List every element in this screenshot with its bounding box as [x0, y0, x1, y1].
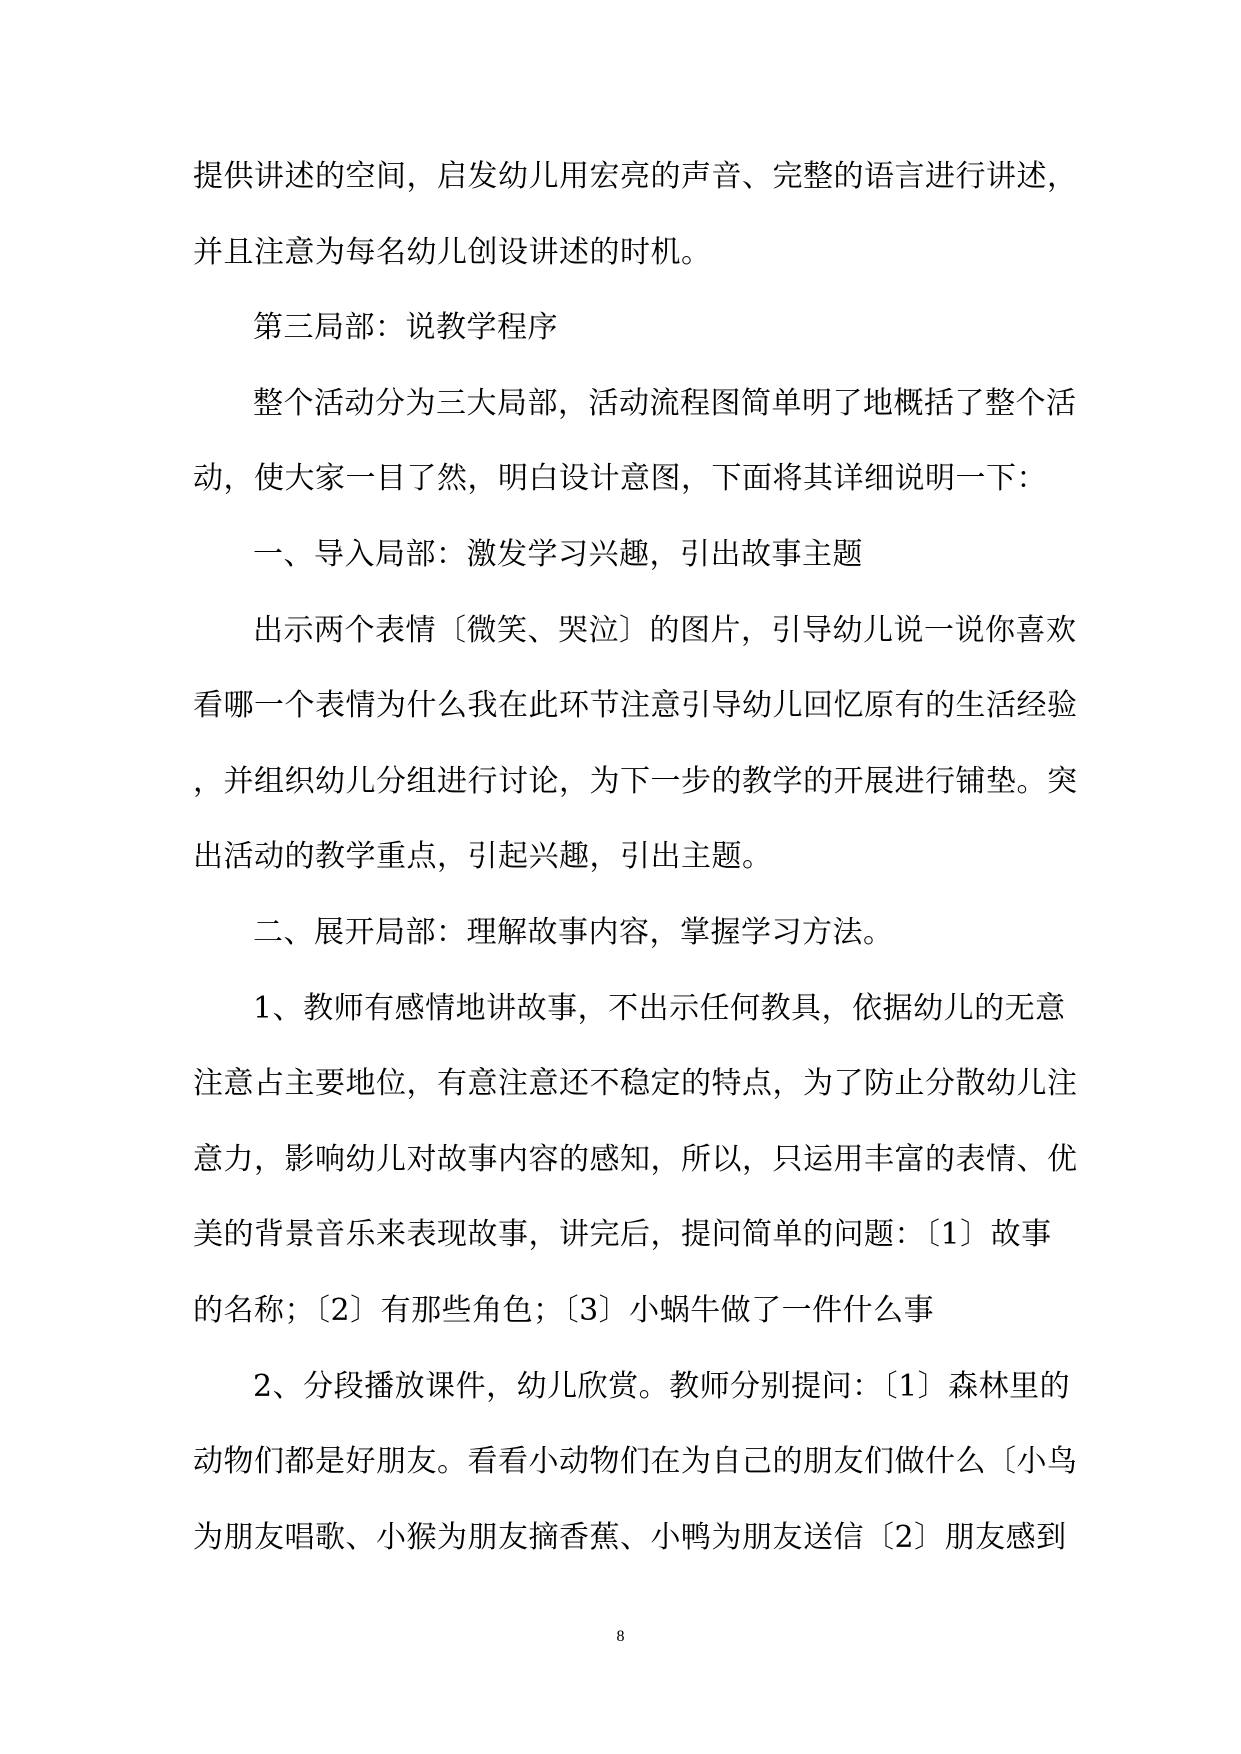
text-line: 注意占主要地位，有意注意还不稳定的特点，为了防止分散幼儿注 — [193, 1066, 1078, 1102]
text-line: 动物们都是好朋友。看看小动物们在为自己的朋友们做什么〔小鸟 — [193, 1444, 1078, 1480]
section-heading: 第三局部：说教学程序 — [253, 310, 558, 346]
text-line: 的名称；〔2〕有那些角色；〔3〕小蜗牛做了一件什么事 — [193, 1292, 935, 1328]
text-line: 2、分段播放课件，幼儿欣赏。教师分别提问：〔1〕森林里的 — [253, 1368, 1071, 1404]
body-text — [193, 150, 1078, 1586]
page-number: 8 — [616, 1628, 625, 1645]
subsection-heading: 一、导入局部：激发学习兴趣，引出故事主题 — [253, 536, 863, 572]
text-line: ，并组织幼儿分组进行讨论，为下一步的教学的开展进行铺垫。突 — [193, 763, 1078, 799]
text-line: 出活动的教学重点，引起兴趣，引出主题。 — [193, 839, 773, 875]
text-line: 出示两个表情〔微笑、哭泣〕的图片，引导幼儿说一说你喜欢 — [253, 612, 1077, 648]
text-line: 为朋友唱歌、小猴为朋友摘香蕉、小鸭为朋友送信〔2〕朋友感到 — [193, 1519, 1067, 1555]
text-line: 1、教师有感情地讲故事，不出示任何教具，依据幼儿的无意 — [253, 990, 1066, 1026]
text-line: 美的背景音乐来表现故事，讲完后，提问简单的问题：〔1〕故事 — [193, 1217, 1052, 1253]
text-line: 动，使大家一目了然，明白设计意图，下面将其详细说明一下： — [193, 461, 1047, 497]
text-line: 并且注意为每名幼儿创设讲述的时机。 — [193, 234, 712, 270]
text-line: 意力，影响幼儿对故事内容的感知，所以，只运用丰富的表情、优 — [193, 1141, 1078, 1177]
text-line: 整个活动分为三大局部，活动流程图简单明了地概括了整个活 — [253, 385, 1077, 421]
text-line: 看哪一个表情为什么我在此环节注意引导幼儿回忆原有的生活经验 — [193, 688, 1078, 724]
subsection-heading: 二、展开局部：理解故事内容，掌握学习方法。 — [253, 914, 894, 950]
text-line: 提供讲述的空间，启发幼儿用宏亮的声音、完整的语言进行讲述， — [193, 159, 1078, 194]
